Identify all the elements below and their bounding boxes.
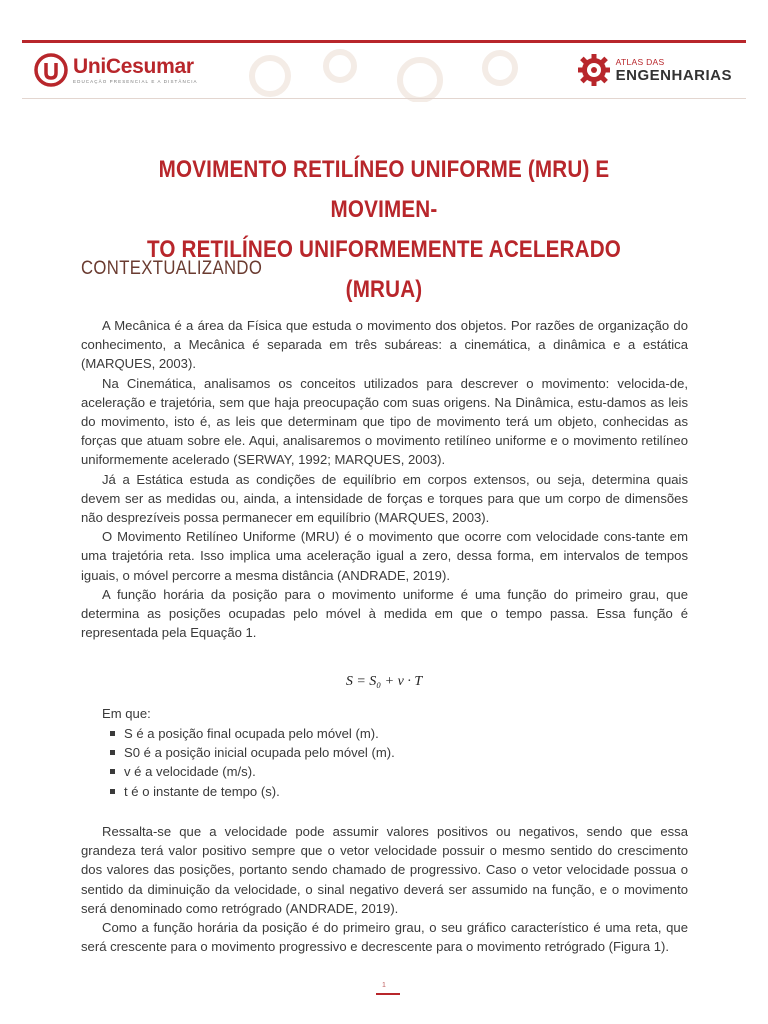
unicesumar-mark-icon [34,53,68,87]
intro-paragraphs [81,316,688,642]
paragraph: Já a Estática estuda as condições de equilíbrio em corpos extensos, ou seja, determina quais devem ser as medidas ou, ainda, a intensidade de forças e torques para que um corpo de dimensões não desprezíveis possa permanecer em equilíbrio (MARQUES, 2003). [81,471,688,526]
bullet-square-icon [110,769,115,774]
paragraph: Na Cinemática, analisamos os conceitos utilizados para descrever o movimento: velocida-de, aceleração e trajetória, sem que haja preocupação com suas origens. Na Dinâmica, estu-damos as leis do movimento, isto é, as leis que determinam que tipo de movimento terá um objeto, conhecidas as forças que atuam sobre ele. Aqui, analisaremos o movimento retilíneo uniforme e o movimento retilíneo uniformemente acelerado (SERWAY, 1992; MARQUES, 2003). [81,375,688,468]
list-item: t é o instante de tempo (s). [108,782,395,801]
atlas-label: ATLAS DAS [615,56,665,67]
section-heading: CONTEXTUALIZANDO [81,258,263,279]
page-number-rule [376,993,400,995]
header-top-rule [22,40,746,43]
list-item: S0 é a posição inicial ocupada pelo móvel (m). [108,743,395,762]
list-item: v é a velocidade (m/s). [108,762,395,781]
variable-list [108,724,395,801]
header-divider [22,98,746,99]
paragraph: Como a função horária da posição é do primeiro grau, o seu gráfico característico é uma reta, que será crescente para o movimento progressivo e decrescente para o movimento retrógrado (Figura 1). [81,920,688,955]
equation-1: S = S₀ + v · T [345,674,423,689]
list-item: S é a posição final ocupada pelo móvel (m). [108,724,395,743]
title-line-1: MOVIMENTO RETILÍNEO UNIFORME (MRU) E MOVIMEN- [158,156,610,223]
closing-paragraphs [81,822,688,956]
bullet-square-icon [110,750,115,755]
unicesumar-name: UniCesumar [73,55,194,78]
page-number: 1 [382,982,386,989]
engenharias-label: ENGENHARIAS [615,66,732,84]
em-que-label: Em que: [102,706,151,721]
unicesumar-logo [34,50,198,90]
paragraph: O Movimento Retilíneo Uniforme (MRU) é o movimento que ocorre com velocidade cons-tante em uma trajetória reta. Isso implica uma aceleração igual a zero, dessa forma, em intervalos de tempos iguais, o móvel percorre a mesma distância (ANDRADE, 2019). [81,529,688,583]
atlas-engenharias-logo [577,50,732,90]
unicesumar-tagline: EDUCAÇÃO PRESENCIAL E A DISTÂNCIA [73,79,198,84]
paragraph: Ressalta-se que a velocidade pode assumir valores positivos ou negativos, sendo que essa grandeza terá valor positivo sempre que o vetor velocidade possuir o mesmo sentido do crescimento dos valores das posições, portanto sendo chamado de progressivo. Caso o vetor velocidade possua o sentido da diminuição da velocidade, o sinal negativo deverá ser assumido na função, e o movimento será denominado como retrógrado (ANDRADE, 2019). [81,824,688,916]
gear-icon [577,53,611,87]
page-title [114,150,654,310]
page-header [22,50,746,92]
bullet-square-icon [110,731,115,736]
bullet-square-icon [110,789,115,794]
title-line-2: TO RETILÍNEO UNIFORMEMENTE ACELERADO (MRUA) [146,236,622,303]
paragraph: A função horária da posição para o movimento uniforme é uma função do primeiro grau, que determina as posições ocupadas pelo móvel à medida em que o tempo passa. Essa função é representada pela Equação 1. [81,586,688,641]
paragraph: A Mecânica é a área da Física que estuda o movimento dos objetos. Por razões de organização do conhecimento, a Mecânica é separada em três subáreas: a cinemática, a dinâmica e a estática (MARQUES, 2003). [81,318,688,372]
